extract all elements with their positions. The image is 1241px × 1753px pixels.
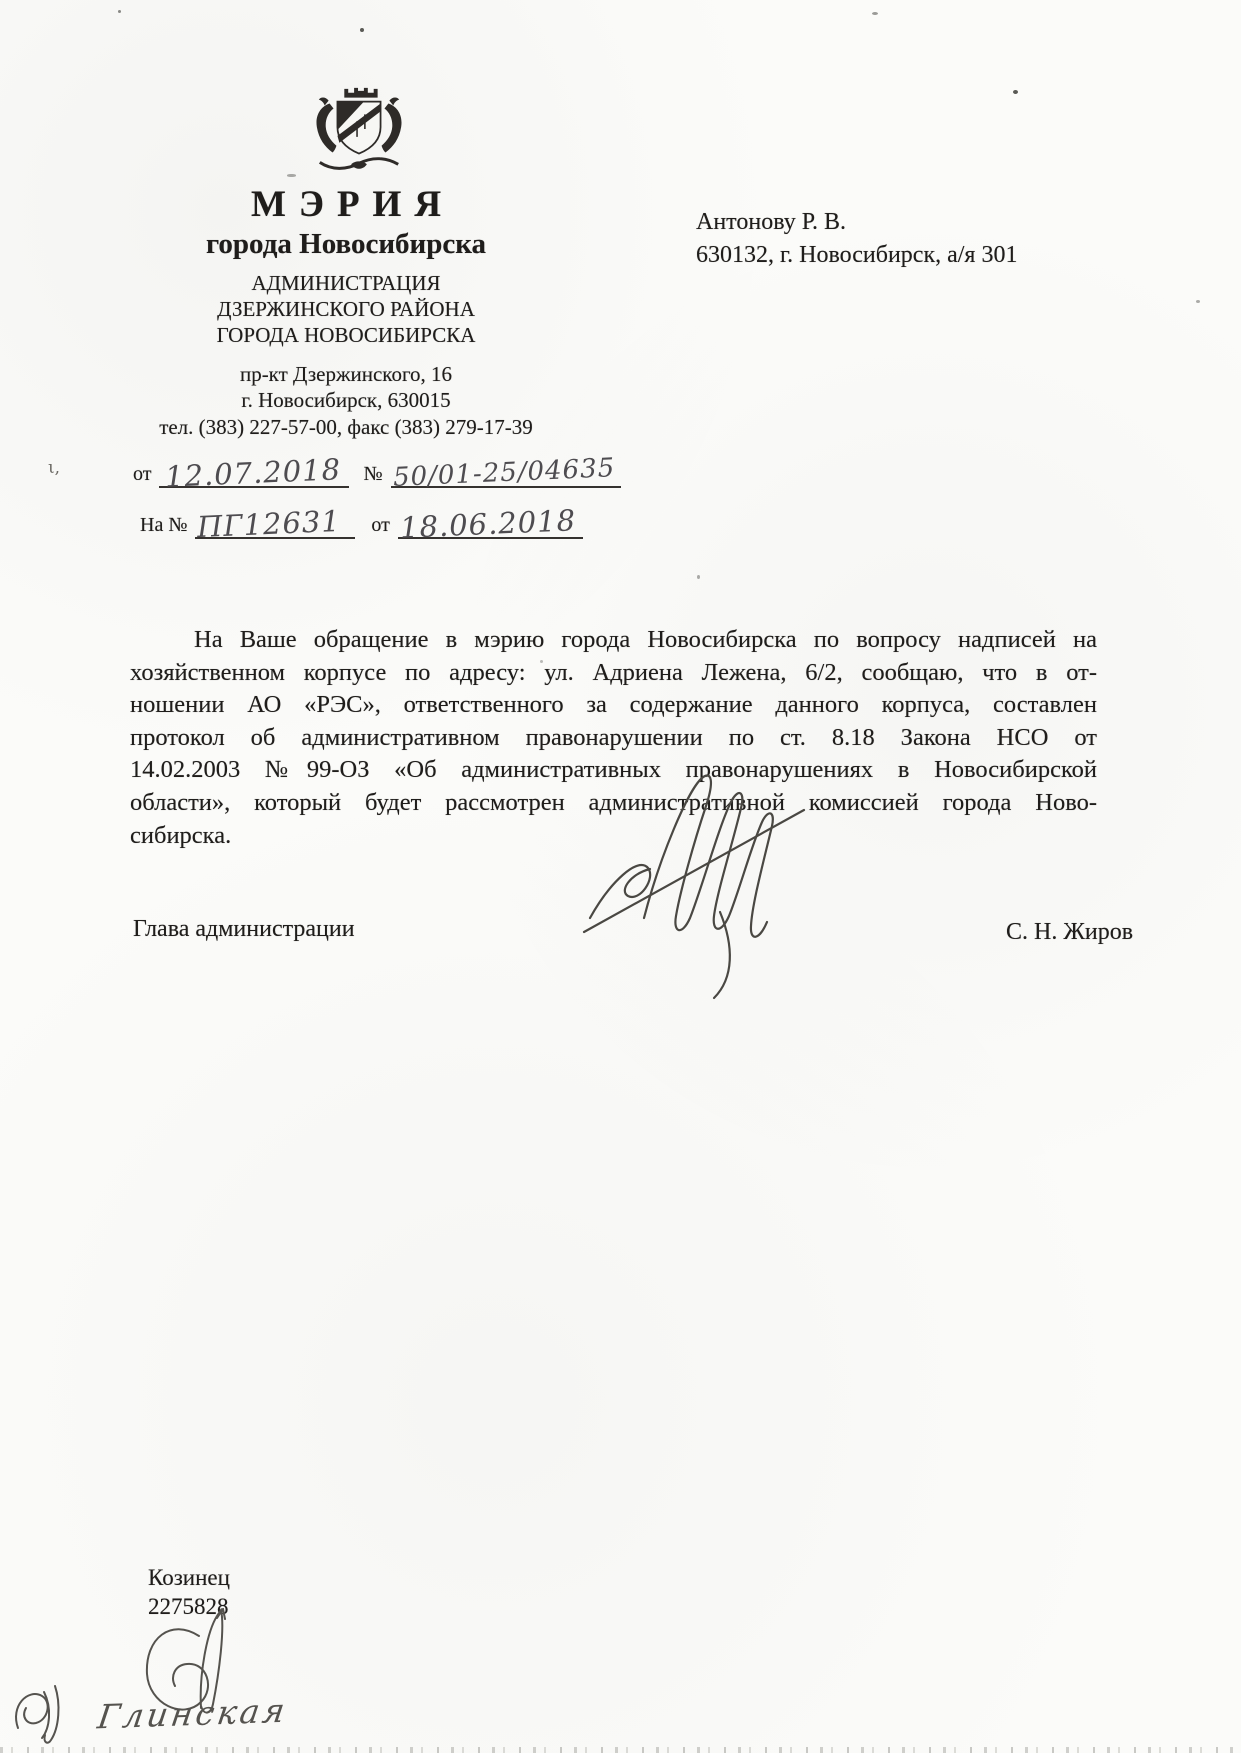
executor-name: Козинец xyxy=(148,1565,230,1590)
stray-pen-mark: ι, xyxy=(48,458,61,478)
body-line: На Ваше обращение в мэрию города Новосибирска по вопросу надписей на xyxy=(194,626,1097,653)
number-label: № xyxy=(363,463,383,485)
signer-name: С. Н. Жиров xyxy=(1006,919,1134,945)
scan-speck xyxy=(360,28,364,32)
signature-scribble-zhirov xyxy=(572,750,822,1002)
org-address-street: пр-кт Дзержинского, 16 xyxy=(239,362,453,386)
letterhead xyxy=(128,186,564,348)
novosibirsk-coat-of-arms-icon xyxy=(300,82,418,180)
scan-speck xyxy=(1013,90,1018,94)
from-label: от xyxy=(133,463,152,485)
scan-speck xyxy=(118,10,121,13)
body-line: протокол об административном правонарушении по ст. 8.18 Закона НСО от xyxy=(130,723,1097,751)
org-subtitle-administration: АДМИНИСТРАЦИЯ xyxy=(251,271,441,296)
recipient-block xyxy=(696,206,1017,272)
org-subtitle-city-of: ГОРОДА НОВОСИБИРСКА xyxy=(216,322,476,347)
org-title-meria: МЭРИЯ xyxy=(250,184,455,225)
scan-speck xyxy=(540,660,543,663)
scan-speck xyxy=(1196,300,1200,303)
body-line: ношении АО «РЭС», ответственного за содержание данного корпуса, составлен xyxy=(130,691,1097,719)
org-title-city: города Новосибирска xyxy=(205,228,487,260)
handwritten-note: Глинская xyxy=(95,1690,291,1737)
org-address-city: г. Новосибирск, 630015 xyxy=(241,387,451,412)
executor-phone: 2275828 xyxy=(148,1593,229,1619)
outgoing-number-handwritten: 50/01-25/04635 xyxy=(392,453,616,493)
body-line: сибирска. xyxy=(130,821,232,849)
outgoing-number-field xyxy=(391,452,621,493)
reference-line-incoming xyxy=(140,503,583,545)
handwritten-initials-flourish xyxy=(8,1680,108,1750)
org-address xyxy=(128,362,564,413)
signer-position: Глава администрации xyxy=(133,916,355,942)
body-line: хозяйственном корпусе по адресу: ул. Адриена Лежена, 6/2, сообщаю, что в от- xyxy=(130,658,1097,686)
incoming-number-field xyxy=(195,503,355,545)
reply-label: На № xyxy=(140,514,188,536)
org-subtitle-district: ДЗЕРЖИНСКОГО РАЙОНА xyxy=(217,297,475,322)
scan-edge-noise xyxy=(0,1747,1241,1753)
scan-speck xyxy=(697,575,700,579)
incoming-date-handwritten: 18.06.2018 xyxy=(399,503,577,545)
outgoing-date-field xyxy=(159,452,349,494)
incoming-number-handwritten: ПГ12631 xyxy=(196,503,342,545)
reference-line-outgoing xyxy=(133,452,621,494)
recipient-name: Антонову Р. В. xyxy=(696,209,847,235)
incoming-date-field xyxy=(398,503,583,545)
body-line: 14.02.2003 №99-ОЗ «Об административных правонарушениях в Новосибирской xyxy=(130,756,1097,784)
reply-from-label: от xyxy=(371,514,390,536)
org-phone-fax: тел. (383) 227-57-00, факс (383) 279-17-39 xyxy=(159,415,533,439)
scan-speck xyxy=(872,12,878,15)
body-line: области», который будет рассмотрен административной комиссией города Ново- xyxy=(130,788,1097,816)
scan-speck xyxy=(287,174,296,177)
outgoing-date-handwritten: 12.07.2018 xyxy=(164,452,343,494)
recipient-address: 630132, г. Новосибирск, а/я 301 xyxy=(696,242,1018,269)
